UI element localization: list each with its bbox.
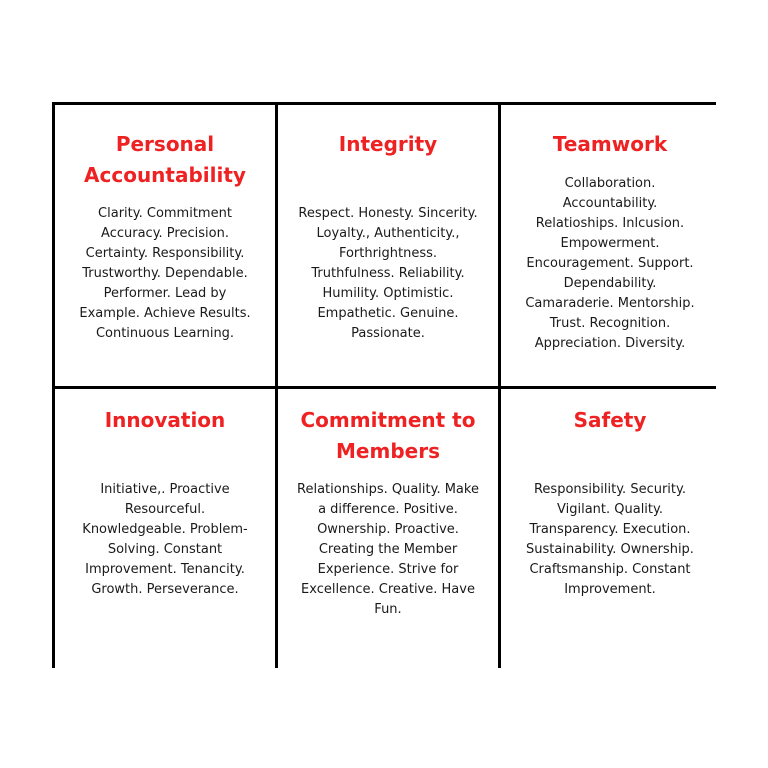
value-title <box>282 129 494 160</box>
value-description <box>503 480 717 600</box>
value-description-line: Experience. Strive for <box>317 562 459 577</box>
value-description-line: Clarity. Commitment <box>98 206 232 221</box>
value-cell-innovation <box>55 389 275 670</box>
value-description-line: Humility. Optimistic. <box>322 286 454 301</box>
value-description-line: Fun. <box>374 602 402 617</box>
value-description <box>280 204 496 344</box>
value-title-line: Safety <box>573 408 647 432</box>
value-description-line: Performer. Lead by <box>103 286 227 301</box>
value-description-line: Ownership. Proactive. <box>317 522 459 537</box>
value-title-line: Accountability <box>84 163 246 187</box>
value-title <box>59 129 271 191</box>
value-description-line: Continuous Learning. <box>95 326 235 341</box>
value-description-line: Trust. Recognition. <box>549 316 671 331</box>
value-description <box>57 204 273 344</box>
value-description-line: Certainty. Responsibility. <box>85 246 245 261</box>
value-cell-safety <box>501 389 719 670</box>
value-description-line: Responsibility. Security. <box>533 482 686 497</box>
value-description-line: Relationships. Quality. Make <box>297 482 479 497</box>
value-description-line: Empathetic. Genuine. <box>317 306 459 321</box>
value-description-line: Vigilant. Quality. <box>557 502 663 517</box>
value-title <box>282 405 494 467</box>
value-description-line: Transparency. Execution. <box>529 522 691 537</box>
value-description-line: Relatioships. Inlcusion. <box>535 216 685 231</box>
value-title-line: Teamwork <box>552 132 668 156</box>
value-cell-integrity <box>278 105 498 386</box>
value-description-line: Knowledgeable. Problem- <box>82 522 248 537</box>
value-cell-commitment-to-members <box>278 389 498 670</box>
value-description-line: Growth. Perseverance. <box>91 582 239 597</box>
value-description-line: Solving. Constant <box>107 542 223 557</box>
value-title <box>505 129 715 160</box>
value-title-line: Integrity <box>338 132 438 156</box>
value-title-line: Innovation <box>104 408 226 432</box>
value-description <box>503 174 717 354</box>
value-description <box>280 480 496 620</box>
value-description-line: Loyalty., Authenticity., <box>316 226 460 241</box>
value-title-line: Personal <box>115 132 215 156</box>
value-title-line: Members <box>336 439 440 463</box>
value-description-line: Resourceful. <box>124 502 206 517</box>
value-cell-teamwork <box>501 105 719 386</box>
value-description-line: Empowerment. <box>560 236 660 251</box>
value-description-line: Example. Achieve Results. <box>79 306 251 321</box>
value-description-line: Excellence. Creative. Have <box>301 582 475 597</box>
value-description-line: Initiative,. Proactive <box>100 482 230 497</box>
value-description-line: a difference. Positive. <box>318 502 458 517</box>
value-description-line: Improvement. <box>564 582 656 597</box>
value-description-line: Trustworthy. Dependable. <box>82 266 248 281</box>
value-description-line: Encouragement. Support. <box>526 256 694 271</box>
value-description-line: Improvement. Tenancity. <box>85 562 245 577</box>
value-description-line: Forthrightness. <box>338 246 438 261</box>
value-description-line: Respect. Honesty. Sincerity. <box>298 206 478 221</box>
value-title <box>505 405 715 436</box>
value-description-line: Appreciation. Diversity. <box>534 336 686 351</box>
value-description-line: Passionate. <box>351 326 425 341</box>
value-cell-personal-accountability <box>55 105 275 386</box>
value-description-line: Creating the Member <box>318 542 458 557</box>
value-title-line: Commitment to <box>300 408 476 432</box>
value-description-line: Accuracy. Precision. <box>101 226 229 241</box>
value-description-line: Truthfulness. Reliability. <box>311 266 465 281</box>
value-description <box>57 480 273 600</box>
values-grid <box>52 102 716 668</box>
value-description-line: Sustainability. Ownership. <box>526 542 694 557</box>
value-description-line: Craftsmanship. Constant <box>529 562 691 577</box>
value-description-line: Dependability. <box>563 276 657 291</box>
value-description-line: Accountability. <box>562 196 658 211</box>
value-title <box>59 405 271 436</box>
value-description-line: Camaraderie. Mentorship. <box>525 296 695 311</box>
value-description-line: Collaboration. <box>564 176 656 191</box>
